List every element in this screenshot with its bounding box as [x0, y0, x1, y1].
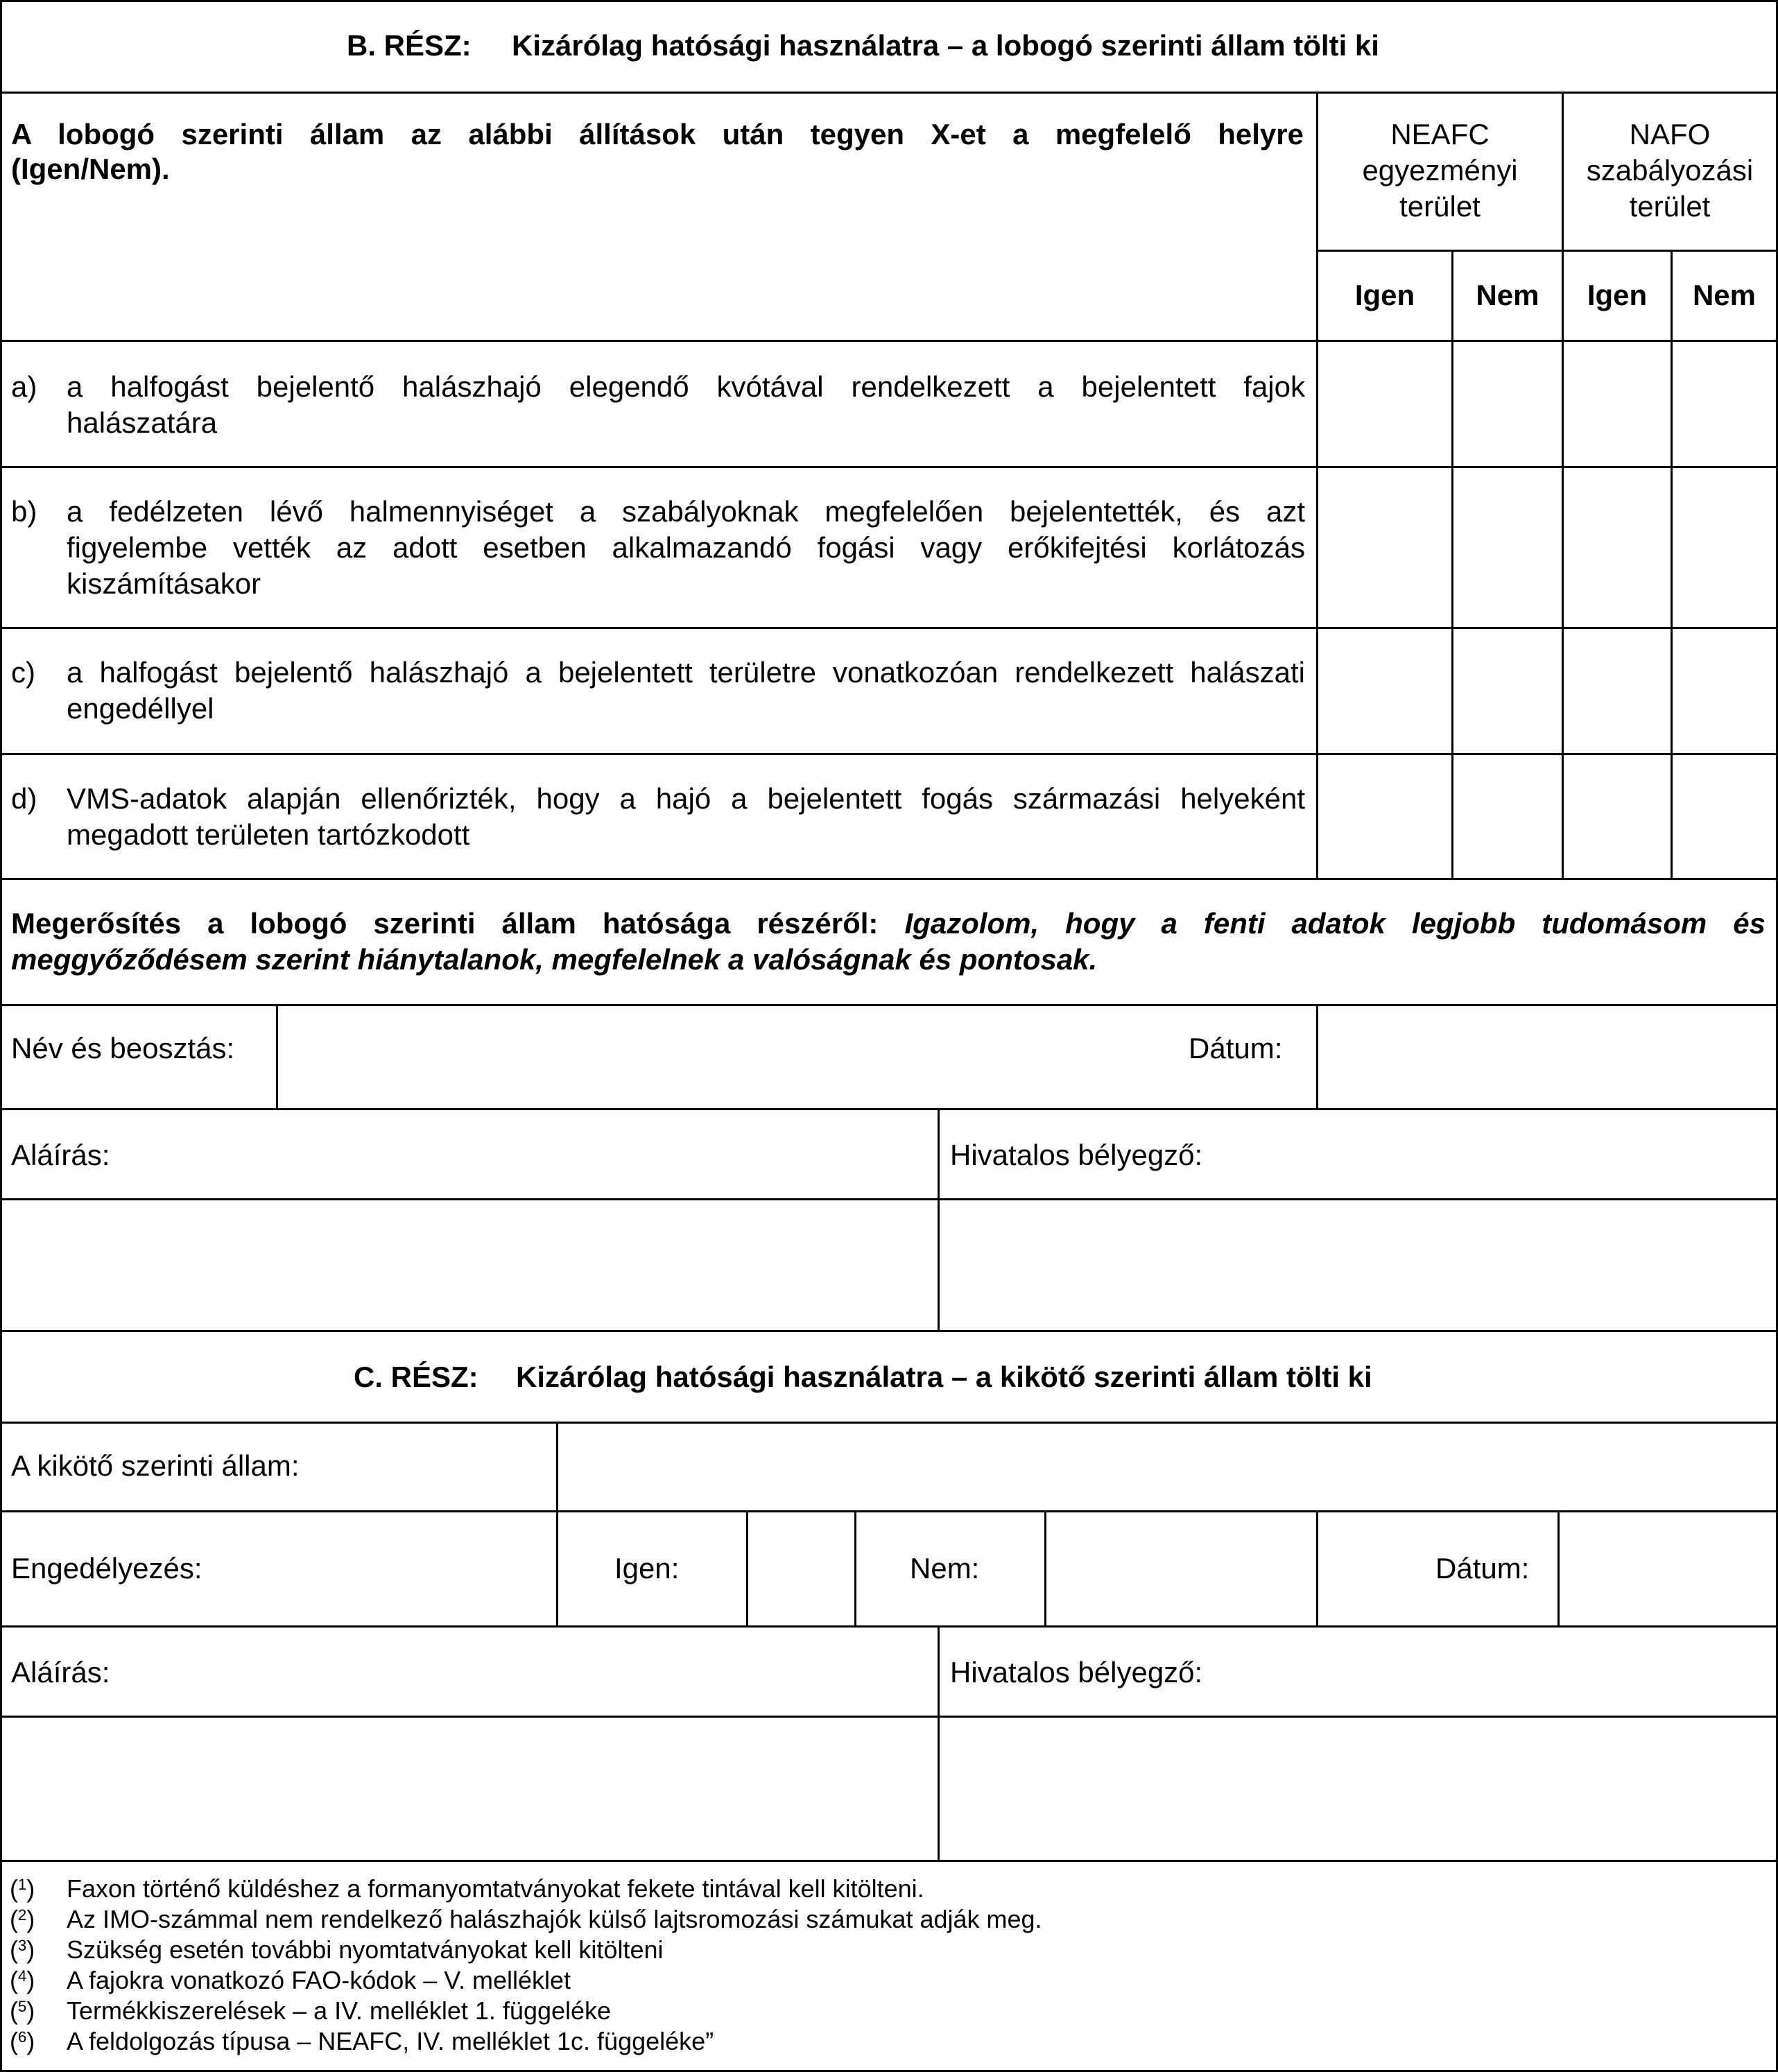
statement-letter: c): [11, 656, 35, 689]
footnote-text: A feldolgozás típusa – NEAFC, IV. melléklet 1c. függeléke”: [67, 2027, 714, 2055]
name-title-field[interactable]: [278, 1006, 1316, 1108]
checkbox-a-nafo-yes[interactable]: [1564, 342, 1671, 466]
footnote-marker: ($^4$): [10, 1966, 35, 1994]
signature-field-c[interactable]: [2, 1718, 938, 1860]
confirmation-bold: Megerősítés a lobogó szerinti állam hatósága részéről:: [11, 907, 879, 940]
statement-text: a fedélzeten lévő halmennyiséget a szabályoknak megfelelően bejelentették, és azt: [67, 495, 1305, 528]
checkbox-b-nafo-no[interactable]: [1673, 468, 1776, 627]
footnote-marker: ($^1$): [10, 1874, 35, 1903]
authorisation-date-field[interactable]: [1560, 1512, 1776, 1625]
checkbox-b-neafc-yes[interactable]: [1318, 468, 1451, 627]
statement-text: VMS-adatok alapján ellenőrizték, hogy a hajó a bejelentett fogás származási helyeként: [67, 782, 1305, 815]
statement-letter: d): [11, 782, 37, 815]
statement-text: a halfogást bejelentő halászhajó elegendő kvótával rendelkezett a bejelentett fajok: [67, 370, 1305, 403]
checkbox-a-nafo-no[interactable]: [1673, 342, 1776, 466]
nafo-header-line: szabályozási: [1586, 154, 1754, 187]
authorisation-label: Engedélyezés:: [11, 1552, 202, 1585]
statement-text: engedéllyel: [67, 692, 214, 725]
port-state-label: A kikötő szerinti állam:: [11, 1449, 300, 1482]
authorisation-no-label: Nem:: [910, 1552, 980, 1585]
statement-text: a halfogást bejelentő halászhajó a bejelentett területre vonatkozóan rendelkezett halászati: [67, 656, 1305, 689]
authorisation-yes-label: Igen:: [614, 1552, 680, 1585]
confirmation-italic-line2: meggyőződésem szerint hiánytalanok, megfelelnek a valóságnak és pontosak.: [11, 943, 1098, 976]
neafc-yes-label: Igen: [1354, 279, 1415, 311]
part-c-heading-code: C. RÉSZ:: [354, 1361, 478, 1393]
date-label: Dátum:: [1189, 1032, 1283, 1064]
nafo-header-line: NAFO: [1629, 118, 1711, 150]
statement-letter: b): [11, 495, 37, 528]
checkbox-c-nafo-no[interactable]: [1673, 629, 1776, 753]
checkbox-c-neafc-no[interactable]: [1453, 629, 1562, 753]
footnote-marker: ($^6$): [10, 2027, 35, 2055]
nafo-header-line: terület: [1629, 190, 1711, 223]
neafc-no-label: Nem: [1476, 279, 1539, 311]
stamp-label-c: Hivatalos bélyegző:: [950, 1656, 1203, 1689]
statement-text: kiszámításakor: [67, 567, 261, 600]
neafc-header-line: egyezményi: [1362, 154, 1518, 187]
neafc-header-line: NEAFC: [1390, 118, 1490, 150]
confirmation-italic: Igazolom, hogy a fenti adatok legjobb tudomásom és: [904, 907, 1766, 940]
footnote-text: Az IMO-számmal nem rendelkező halászhajók külső lajtsromozási számukat adják meg.: [67, 1905, 1042, 1933]
part-c-heading-title: Kizárólag hatósági használatra – a kikötő szerinti állam tölti ki: [516, 1361, 1372, 1393]
signature-label-c: Aláírás:: [11, 1656, 110, 1689]
port-state-field[interactable]: [558, 1424, 1776, 1510]
authorisation-no-box[interactable]: [1046, 1512, 1316, 1625]
part-b-heading-code: B. RÉSZ:: [347, 29, 472, 62]
instruction-text-line2: (Igen/Nem).: [11, 153, 170, 185]
checkbox-d-nafo-no[interactable]: [1673, 755, 1776, 878]
footnote-marker: ($^2$): [10, 1905, 35, 1933]
checkbox-c-neafc-yes[interactable]: [1318, 629, 1451, 753]
nafo-yes-label: Igen: [1587, 279, 1648, 311]
part-b-heading-title: Kizárólag hatósági használatra – a lobogó szerinti állam tölti ki: [512, 29, 1379, 62]
statement-letter: a): [11, 370, 37, 403]
checkbox-d-neafc-no[interactable]: [1453, 755, 1562, 878]
statement-text: megadott területen tartózkodott: [67, 818, 470, 851]
statement-text: figyelembe vették az adott esetben alkalmazandó fogási vagy erőkifejtési korlátozás: [67, 531, 1305, 564]
authorisation-date-label: Dátum:: [1435, 1552, 1530, 1585]
footnote-text: Termékkiszerelések – a IV. melléklet 1. függeléke: [67, 1996, 612, 2025]
stamp-field-c[interactable]: [940, 1718, 1776, 1860]
nafo-header: [1564, 116, 1776, 225]
date-field[interactable]: [1318, 1006, 1776, 1108]
checkbox-b-neafc-no[interactable]: [1453, 468, 1562, 627]
confirmation-text: [11, 906, 1766, 942]
nafo-no-label: Nem: [1692, 279, 1757, 311]
authorisation-yes-box[interactable]: [748, 1512, 854, 1625]
checkbox-a-neafc-no[interactable]: [1453, 342, 1562, 466]
footnote-marker: ($^3$): [10, 1935, 35, 1964]
instruction-text: A lobogó szerinti állam az alábbi állítások után tegyen X-et a megfelelő helyre: [11, 118, 1304, 150]
name-title-label: Név és beosztás:: [11, 1032, 235, 1064]
checkbox-d-nafo-yes[interactable]: [1564, 755, 1671, 878]
neafc-header: [1318, 116, 1562, 225]
footnote-text: Faxon történő küldéshez a formanyomtatványokat fekete tintával kell kitölteni.: [67, 1874, 924, 1903]
checkbox-a-neafc-yes[interactable]: [1318, 342, 1451, 466]
checkbox-c-nafo-yes[interactable]: [1564, 629, 1671, 753]
checkbox-b-nafo-yes[interactable]: [1564, 468, 1671, 627]
stamp-label: Hivatalos bélyegző:: [950, 1139, 1203, 1171]
signature-field[interactable]: [2, 1200, 938, 1330]
neafc-header-line: terület: [1399, 190, 1481, 223]
checkbox-d-neafc-yes[interactable]: [1318, 755, 1451, 878]
footnote-text: Szükség esetén további nyomtatványokat kell kitölteni: [67, 1935, 664, 1964]
footnote-marker: ($^5$): [10, 1996, 35, 2025]
statement-text: halászatára: [67, 406, 218, 439]
footnote-text: A fajokra vonatkozó FAO-kódok – V. melléklet: [67, 1966, 571, 1994]
stamp-field[interactable]: [940, 1200, 1776, 1330]
signature-label: Aláírás:: [11, 1139, 110, 1171]
